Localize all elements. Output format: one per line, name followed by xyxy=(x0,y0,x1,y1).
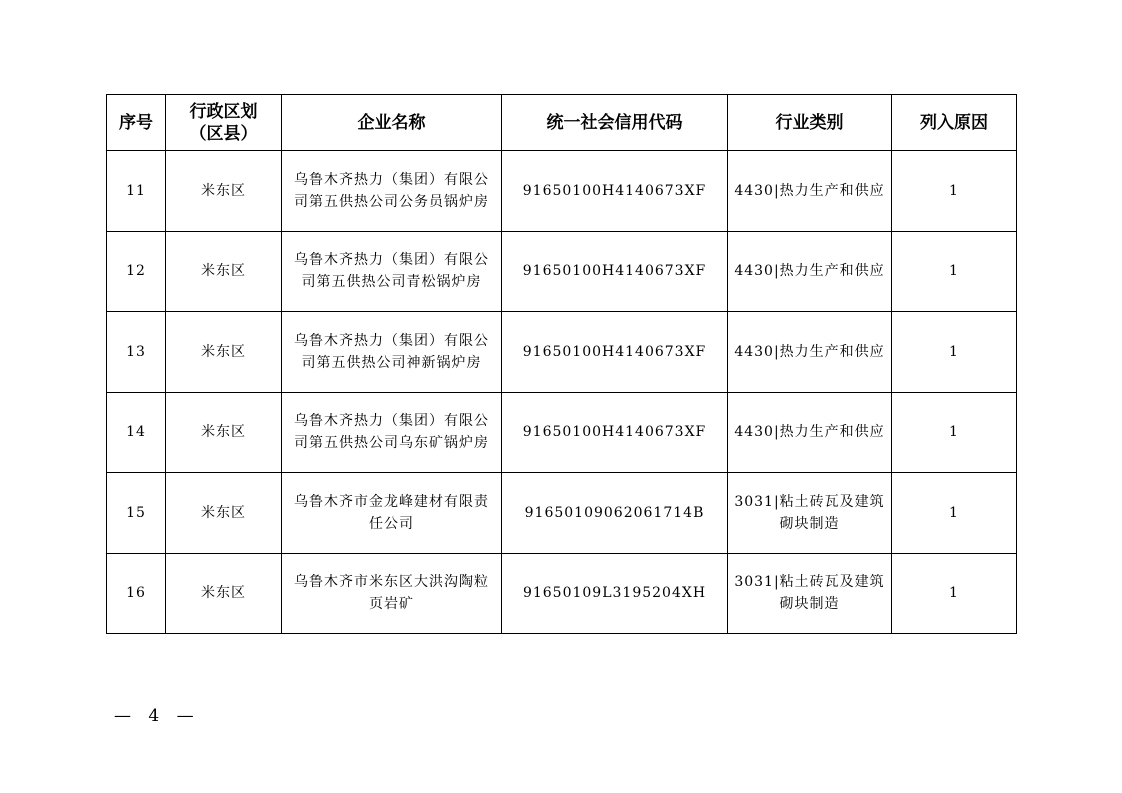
cell-seq: 13 xyxy=(107,312,166,393)
cell-code: 91650100H4140673XF xyxy=(502,392,728,473)
cell-district: 米东区 xyxy=(166,392,282,473)
cell-name: 乌鲁木齐市金龙峰建材有限责任公司 xyxy=(282,473,502,554)
cell-seq: 12 xyxy=(107,231,166,312)
header-seq: 序号 xyxy=(107,95,166,151)
cell-district: 米东区 xyxy=(166,473,282,554)
cell-reason: 1 xyxy=(892,553,1017,634)
table-row xyxy=(107,312,1017,393)
cell-code: 91650100H4140673XF xyxy=(502,312,728,393)
cell-industry: 4430|热力生产和供应 xyxy=(728,231,892,312)
table-row xyxy=(107,392,1017,473)
cell-seq: 15 xyxy=(107,473,166,554)
cell-code: 91650100H4140673XF xyxy=(502,151,728,232)
cell-seq: 16 xyxy=(107,553,166,634)
cell-district: 米东区 xyxy=(166,312,282,393)
cell-reason: 1 xyxy=(892,392,1017,473)
cell-name: 乌鲁木齐市米东区大洪沟陶粒页岩矿 xyxy=(282,553,502,634)
cell-code: 916501090620617​14B xyxy=(502,473,728,554)
cell-reason: 1 xyxy=(892,473,1017,554)
header-name: 企业名称 xyxy=(282,95,502,151)
cell-name: 乌鲁木齐热力（集团）有限公司第五供热公司公务员锅炉房 xyxy=(282,151,502,232)
cell-name: 乌鲁木齐热力（集团）有限公司第五供热公司乌东矿锅炉房 xyxy=(282,392,502,473)
cell-industry: 3031|粘土砖瓦及建筑砌块制造 xyxy=(728,473,892,554)
cell-code: 91650100H4140673XF xyxy=(502,231,728,312)
table-row xyxy=(107,231,1017,312)
table-header-row xyxy=(107,95,1017,151)
cell-code: 91650109L3195204XH xyxy=(502,553,728,634)
cell-district: 米东区 xyxy=(166,231,282,312)
cell-reason: 1 xyxy=(892,231,1017,312)
cell-district: 米东区 xyxy=(166,553,282,634)
cell-district: 米东区 xyxy=(166,151,282,232)
header-district xyxy=(166,95,282,151)
cell-reason: 1 xyxy=(892,312,1017,393)
header-industry: 行业类别 xyxy=(728,95,892,151)
table-row xyxy=(107,151,1017,232)
table-row xyxy=(107,553,1017,634)
header-district-line1: 行政区划 xyxy=(189,101,258,122)
cell-name: 乌鲁木齐热力（集团）有限公司第五供热公司青松锅炉房 xyxy=(282,231,502,312)
table-row xyxy=(107,473,1017,554)
cell-industry: 4430|热力生产和供应 xyxy=(728,312,892,393)
cell-seq: 11 xyxy=(107,151,166,232)
cell-industry: 3031|粘土砖瓦及建筑砌块制造 xyxy=(728,553,892,634)
cell-name: 乌鲁木齐热力（集团）有限公司第五供热公司神新锅炉房 xyxy=(282,312,502,393)
header-code: 统一社会信用代码 xyxy=(502,95,728,151)
page-number: — 4 — xyxy=(114,706,200,726)
cell-reason: 1 xyxy=(892,151,1017,232)
cell-industry: 4430|热力生产和供应 xyxy=(728,392,892,473)
header-district-line2: （区县） xyxy=(189,123,258,144)
enterprise-table xyxy=(106,94,1017,634)
cell-industry: 4430|热力生产和供应 xyxy=(728,151,892,232)
header-reason: 列入原因 xyxy=(892,95,1017,151)
cell-seq: 14 xyxy=(107,392,166,473)
